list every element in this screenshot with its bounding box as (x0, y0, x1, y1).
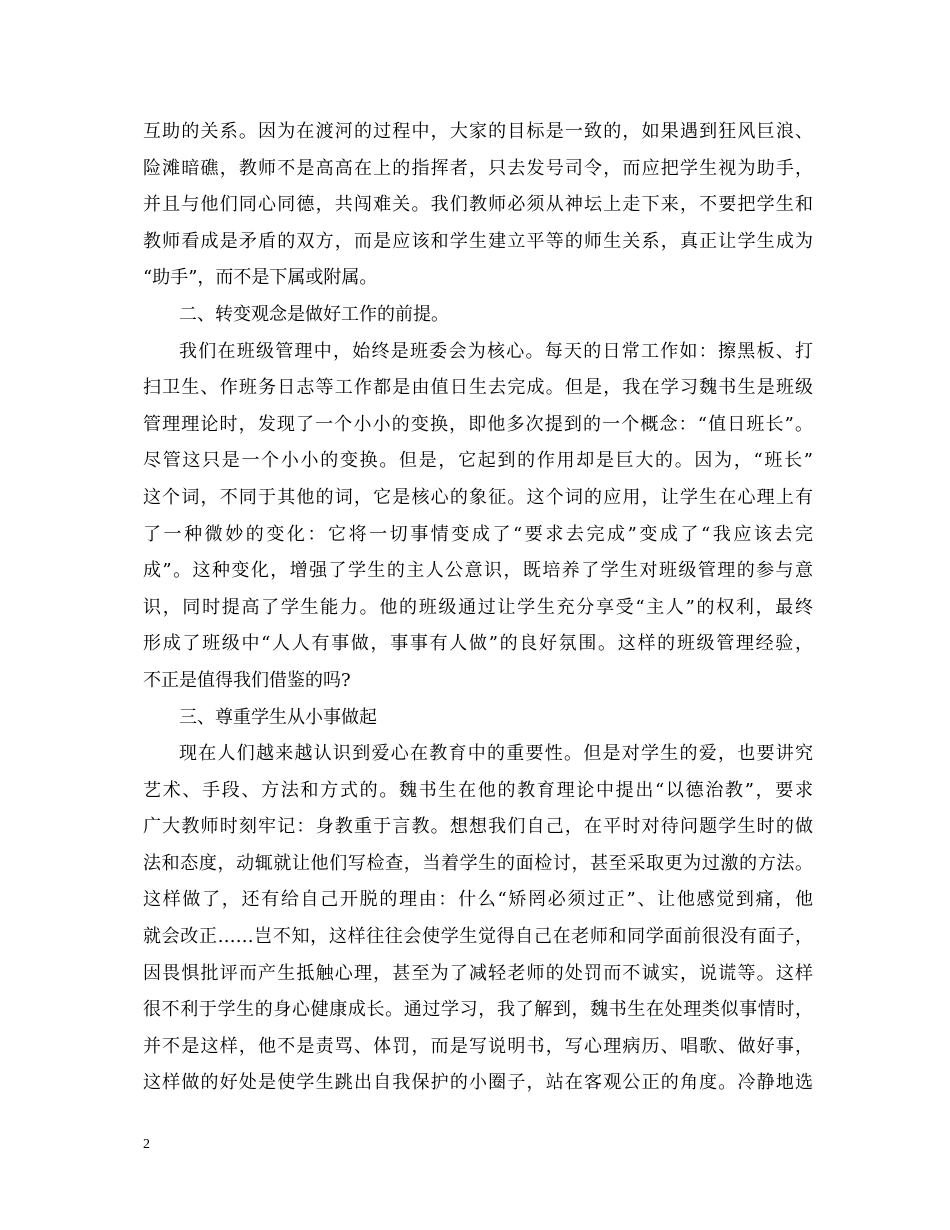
text-line: 广大教师时刻牢记：身教重于言教。想想我们自己，在平时对待问题学生时的做 (143, 816, 813, 838)
text-line: 现在人们越来越认识到爱心在教育中的重要性。但是对学生的爱，也要讲究 (179, 743, 813, 765)
text-line: 成”。这种变化，增强了学生的主人公意识，既培养了学生对班级管理的参与意 (143, 560, 813, 582)
page-number: 2 (143, 1137, 150, 1152)
text-line: 形成了班级中“人人有事做，事事有人做”的良好氛围。这样的班级管理经验， (143, 633, 813, 655)
text-line: 险滩暗礁，教师不是高高在上的指挥者，只去发号司令，而应把学生视为助手， (143, 157, 813, 179)
text-line: 扫卫生、作班务日志等工作都是由值日生去完成。但是，我在学习魏书生是班级 (143, 377, 813, 399)
text-line: 尽管这只是一个小小的变换。但是，它起到的作用却是巨大的。因为，“班长” (143, 450, 813, 472)
text-line: 就会改正……岂不知，这样往往会使学生觉得自己在老师和同学面前很没有面子， (143, 926, 813, 948)
text-line: 法和态度，动辄就让他们写检查，当着学生的面检讨，甚至采取更为过激的方法。 (143, 852, 813, 874)
text-line: 不正是值得我们借鉴的吗? (143, 669, 351, 691)
text-line: 这个词，不同于其他的词，它是核心的象征。这个词的应用，让学生在心理上有 (143, 486, 813, 508)
text-line: 了一种微妙的变化：它将一切事情变成了“要求去完成”变成了“我应该去完 (143, 523, 813, 545)
text-line: 并不是这样，他不是责骂、体罚，而是写说明书，写心理病历、唱歌、做好事， (143, 1035, 813, 1057)
text-line: 互助的关系。因为在渡河的过程中，大家的目标是一致的，如果遇到狂风巨浪、 (143, 121, 813, 142)
section-heading: 三、尊重学生从小事做起 (179, 706, 377, 728)
section-heading: 二、转变观念是做好工作的前提。 (179, 303, 449, 325)
text-line: 这样做了，还有给自己开脱的理由：什么“矫罔必须过正”、让他感觉到痛，他 (143, 889, 813, 911)
text-line: “助手”，而不是下属或附属。 (143, 267, 378, 289)
text-line: 很不利于学生的身心健康成长。通过学习，我了解到，魏书生在处理类似事情时， (143, 999, 813, 1021)
text-line: 艺术、手段、方法和方式的。魏书生在他的教育理论中提出“以德治教”，要求 (143, 779, 813, 801)
text-line: 识，同时提高了学生能力。他的班级通过让学生充分享受“主人”的权利，最终 (143, 596, 813, 618)
text-line: 我们在班级管理中，始终是班委会为核心。每天的日常工作如：擦黑板、打 (179, 340, 813, 362)
text-line: 这样做的好处是使学生跳出自我保护的小圈子，站在客观公正的角度。冷静地选 (143, 1072, 813, 1094)
text-line: 教师看成是矛盾的双方，而是应该和学生建立平等的师生关系，真正让学生成为 (143, 230, 813, 252)
text-line: 因畏惧批评而产生抵触心理，甚至为了减轻老师的处罚而不诚实，说谎等。这样 (143, 962, 813, 984)
text-line: 并且与他们同心同德，共闯难关。我们教师必须从神坛上走下来，不要把学生和 (143, 194, 813, 216)
text-line: 管理理论时，发现了一个小小的变换，即他多次提到的一个概念：“值日班长”。 (143, 413, 813, 435)
body-text (143, 114, 813, 1102)
